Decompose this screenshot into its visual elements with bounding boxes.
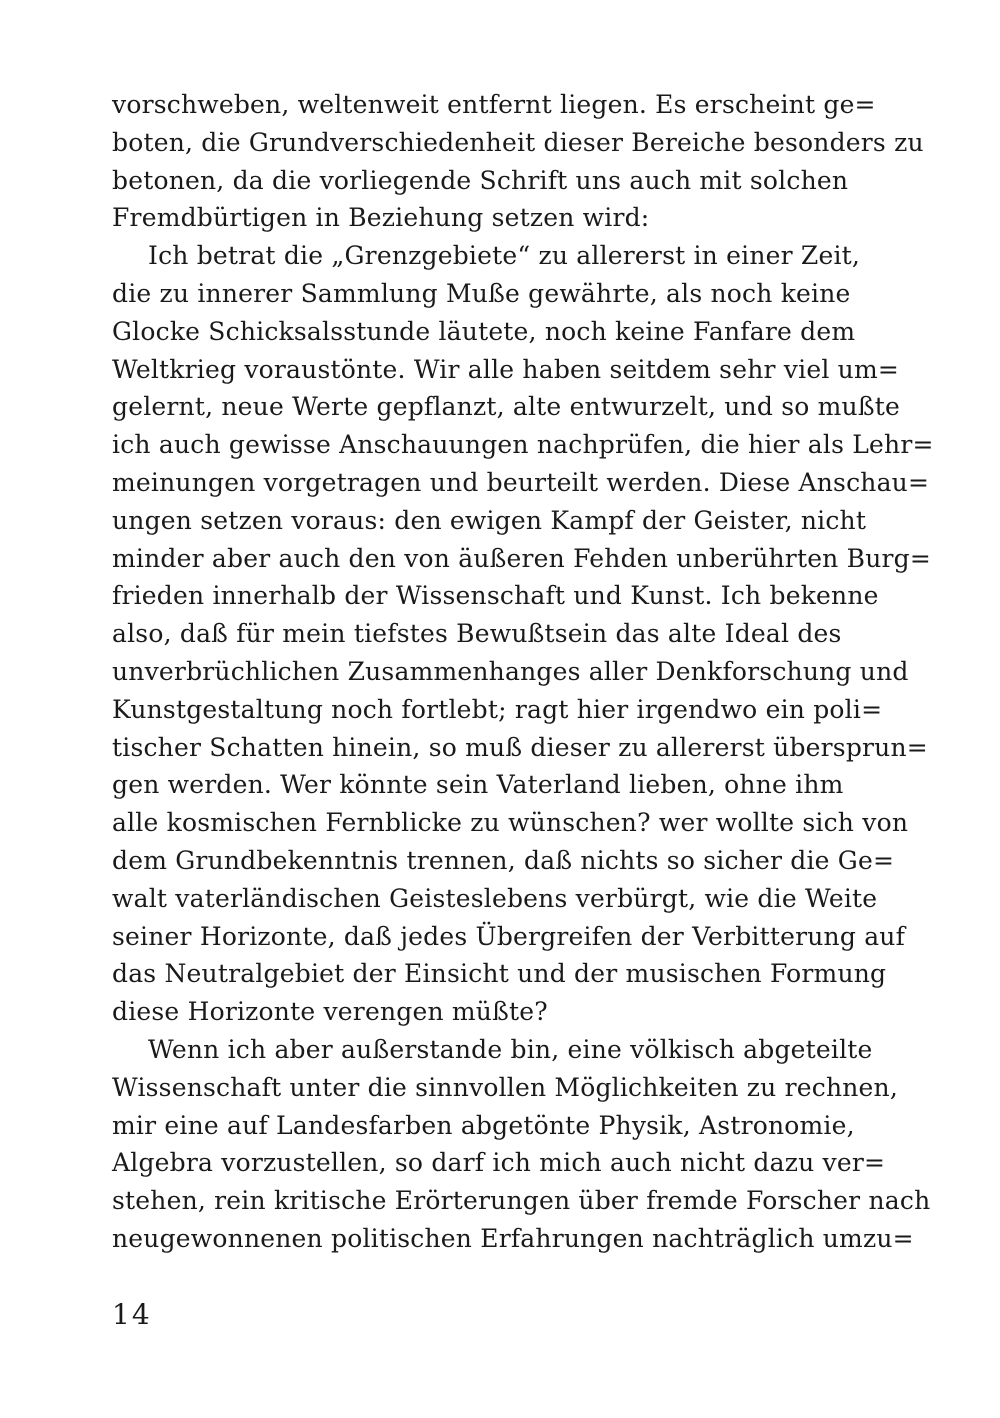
text-line: neugewonnenen politischen Erfahrungen nachträglich umzu= (112, 1223, 914, 1253)
body-text (112, 86, 934, 1258)
paragraph-start-line: Wenn ich aber außerstande bin, eine völkisch abgeteilte (148, 1034, 873, 1064)
paragraph-start-line: Ich betrat die „Grenzgebiete“ zu allererst in einer Zeit, (148, 241, 861, 271)
text-line: Wissenschaft unter die sinnvollen Möglichkeiten zu rechnen, (112, 1072, 898, 1102)
text-line: die zu innerer Sammlung Muße gewährte, als noch keine (112, 278, 851, 308)
text-line: ungen setzen voraus: den ewigen Kampf der Geister, nicht (112, 505, 867, 535)
text-line: das Neutralgebiet der Einsicht und der musischen Formung (112, 959, 887, 989)
text-line: tischer Schatten hinein, so muß dieser zu allererst übersprun= (112, 732, 928, 762)
text-line: diese Horizonte verengen müßte? (112, 997, 548, 1027)
text-line: gen werden. Wer könnte sein Vaterland lieben, ohne ihm (112, 770, 844, 800)
text-line: also, daß für mein tiefstes Bewußtsein das alte Ideal des (112, 619, 842, 649)
text-line: Glocke Schicksalsstunde läutete, noch keine Fanfare dem (112, 316, 856, 346)
text-line: dem Grundbekenntnis trennen, daß nichts so sicher die Ge= (112, 845, 895, 875)
text-line: boten, die Grundverschiedenheit dieser Bereiche besonders zu (112, 127, 924, 157)
text-line: Fremdbürtigen in Beziehung setzen wird: (112, 203, 650, 233)
text-line: alle kosmischen Fernblicke zu wünschen? wer wollte sich von (112, 808, 909, 838)
text-line: stehen, rein kritische Erörterungen über fremde Forscher nach (112, 1186, 931, 1216)
text-line: betonen, da die vorliegende Schrift uns auch mit solchen (112, 165, 849, 195)
text-line: meinungen vorgetragen und beurteilt werden. Diese Anschau= (112, 467, 930, 497)
text-line: mir eine auf Landesfarben abgetönte Physik, Astronomie, (112, 1110, 855, 1140)
page-number: 14 (112, 1298, 152, 1331)
text-line: minder aber auch den von äußeren Fehden unberührten Burg= (112, 543, 932, 573)
text-line: walt vaterländischen Geisteslebens verbürgt, wie die Weite (112, 883, 878, 913)
text-line: Weltkrieg voraustönte. Wir alle haben seitdem sehr viel um= (112, 354, 900, 384)
text-line: ich auch gewisse Anschauungen nachprüfen, die hier als Lehr= (112, 430, 934, 460)
text-line: unverbrüchlichen Zusammenhanges aller Denkforschung und (112, 656, 909, 686)
text-line: Kunstgestaltung noch fortlebt; ragt hier irgendwo ein poli= (112, 694, 883, 724)
text-line: vorschweben, weltenweit entfernt liegen. Es erscheint ge= (112, 90, 876, 119)
text-line: seiner Horizonte, daß jedes Übergreifen der Verbitterung auf (112, 921, 906, 951)
text-line: Algebra vorzustellen, so darf ich mich auch nicht dazu ver= (112, 1148, 886, 1178)
text-line: frieden innerhalb der Wissenschaft und Kunst. Ich bekenne (112, 581, 879, 611)
text-line: gelernt, neue Werte gepflanzt, alte entwurzelt, und so mußte (112, 392, 900, 422)
